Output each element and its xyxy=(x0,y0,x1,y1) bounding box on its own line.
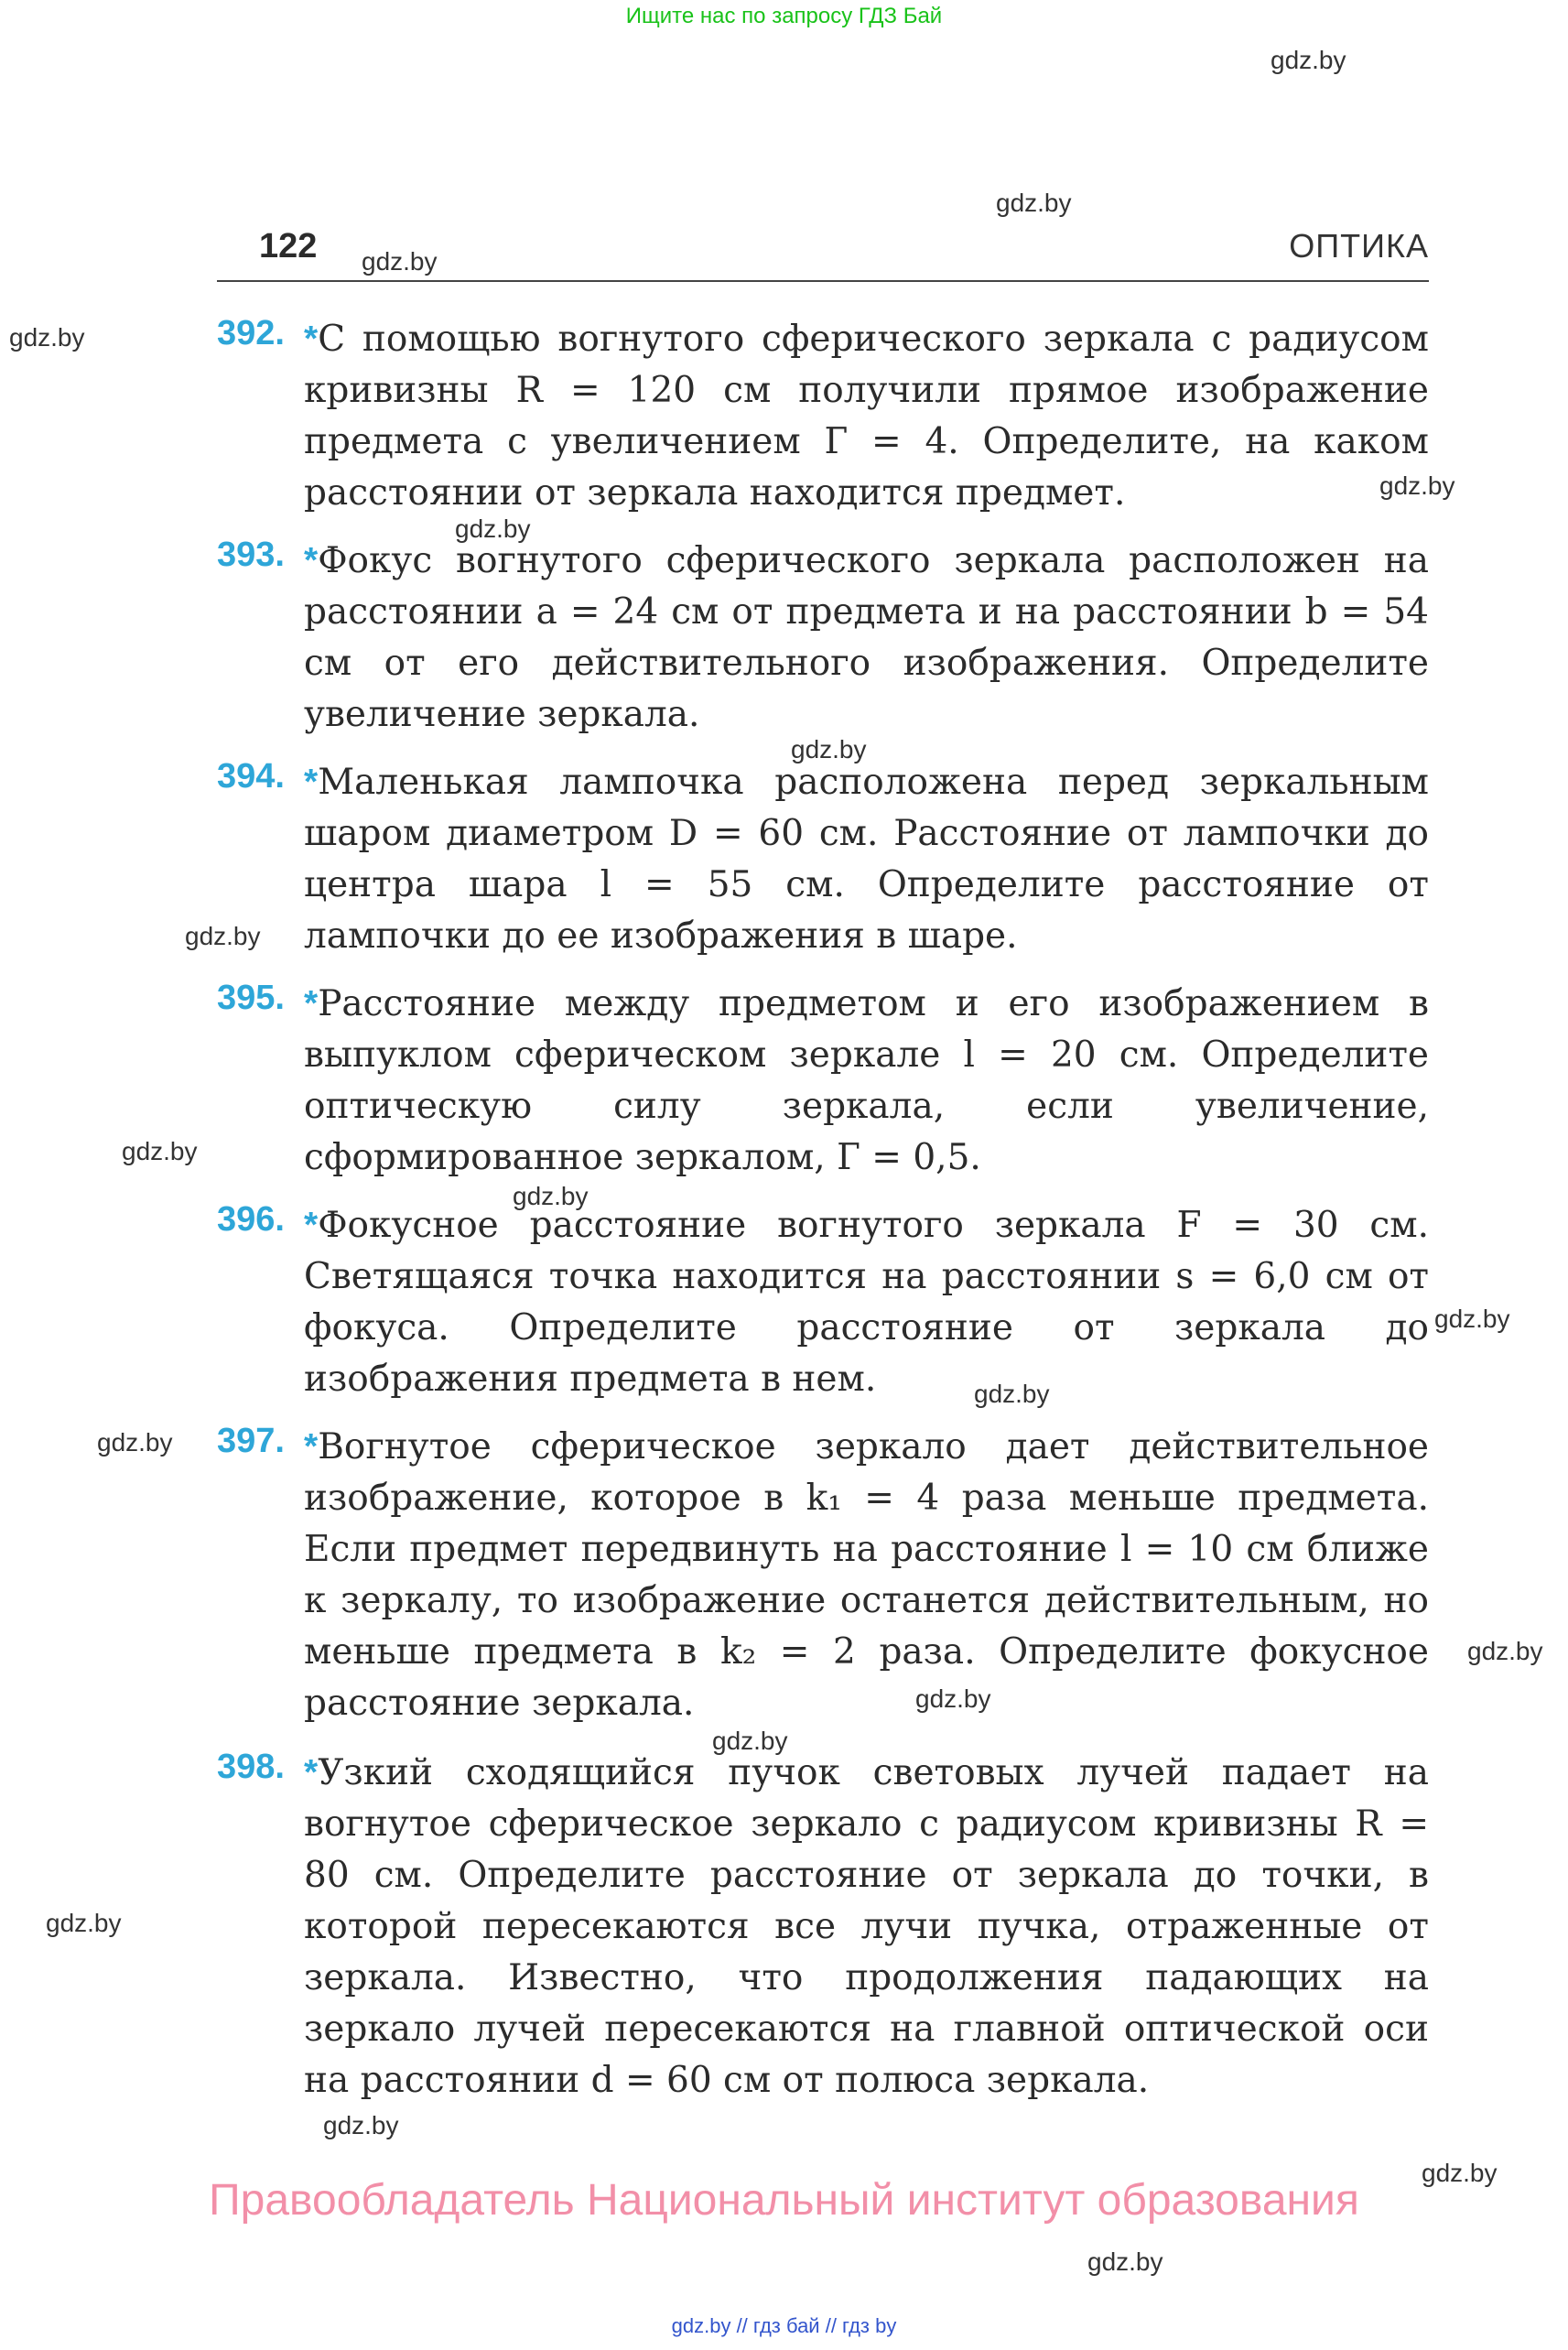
watermark: gdz.by xyxy=(513,1182,589,1210)
footer-links[interactable]: gdz.by // гдз бай // гдз by xyxy=(671,2314,897,2337)
star-mark: * xyxy=(304,1753,319,1792)
page-number: 122 xyxy=(259,227,318,265)
problem-body: Расстояние между предметом и его изображением в выпуклом сферическом зеркале l = 20 см. Определите оптическую силу зеркала, если увеличение, сформированное зеркалом, Г = 0,5. xyxy=(304,983,1429,1178)
problem-number: 398. xyxy=(217,1748,285,1786)
watermark: gdz.by xyxy=(1467,1637,1543,1665)
star-mark: * xyxy=(304,984,319,1023)
watermark: gdz.by xyxy=(791,735,867,763)
problem-text xyxy=(304,314,1429,519)
watermark: gdz.by xyxy=(323,2111,399,2139)
watermark: gdz.by xyxy=(1379,471,1455,500)
watermark: gdz.by xyxy=(9,323,85,352)
watermark: gdz.by xyxy=(46,1909,122,1937)
star-mark: * xyxy=(304,1206,319,1245)
copyright-owner: Правообладатель Национальный институт образования xyxy=(209,2176,1359,2225)
watermark: gdz.by xyxy=(1087,2247,1163,2276)
watermark: gdz.by xyxy=(362,247,438,276)
problem-number: 392. xyxy=(217,314,285,352)
problem-number: 397. xyxy=(217,1422,285,1460)
star-mark: * xyxy=(304,541,319,580)
watermark: gdz.by xyxy=(974,1380,1050,1408)
problem-number: 393. xyxy=(217,536,285,574)
problem-body: Вогнутое сферическое зеркало дает действительное изображение, которое в k₁ = 4 раза меньше предмета. Если предмет передвинуть на расстояние l = 10 см ближе к зеркалу, то изображение останется действительным, но меньше предмета в k₂ = 2 раза. Определите фокусное расстояние зеркала. xyxy=(304,1426,1429,1724)
problem-text xyxy=(304,757,1429,962)
watermark: gdz.by xyxy=(1271,46,1346,74)
problem-body: Фокус вогнутого сферического зеркала расположен на расстоянии a = 24 см от предмета и на расстоянии b = 54 см от его действительного изображения. Определите увеличение зеркала. xyxy=(304,540,1429,735)
watermark: gdz.by xyxy=(915,1684,991,1713)
star-mark: * xyxy=(304,1427,319,1467)
section-title: ОПТИКА xyxy=(1289,227,1429,265)
header-rule xyxy=(217,280,1429,282)
problem-body: Узкий сходящийся пучок световых лучей падает на вогнутое сферическое зеркало с радиусом кривизны R = 80 см. Определите расстояние от зеркала до точки, в которой пересекаются все лучи пучка, отраженные от зеркала. Известно, что продолжения падающих на зеркало лучей пересекаются на главной оптической оси на расстоянии d = 60 см от полюса зеркала. xyxy=(304,1752,1429,2101)
problem-body: Фокусное расстояние вогнутого зеркала F = 30 см. Светящаяся точка находится на расстоянии s = 6,0 см от фокуса. Определите расстояние от зеркала до изображения предмета в нем. xyxy=(304,1205,1429,1400)
watermark: gdz.by xyxy=(122,1137,198,1165)
problem-body: С помощью вогнутого сферического зеркала с радиусом кривизны R = 120 см получили прямое изображение предмета с увеличением Г = 4. Определите, на каком расстоянии от зеркала находится предмет. xyxy=(304,319,1429,514)
problem-body: Маленькая лампочка расположена перед зеркальным шаром диаметром D = 60 см. Расстояние от лампочки до центра шара l = 55 см. Определите расстояние от лампочки до ее изображения в шаре. xyxy=(304,762,1429,957)
top-banner: Ищите нас по запросу ГДЗ Бай xyxy=(625,4,943,28)
watermark: gdz.by xyxy=(996,189,1072,217)
watermark: gdz.by xyxy=(1422,2159,1498,2187)
problem-text xyxy=(304,1422,1429,1729)
problem-text xyxy=(304,979,1429,1184)
problem-text xyxy=(304,536,1429,741)
watermark: gdz.by xyxy=(185,922,261,950)
watermark: gdz.by xyxy=(1434,1305,1510,1333)
watermark: gdz.by xyxy=(712,1727,788,1755)
problem-text xyxy=(304,1748,1429,2106)
problem-number: 394. xyxy=(217,757,285,796)
star-mark: * xyxy=(304,319,319,359)
problem-number: 396. xyxy=(217,1200,285,1239)
problem-number: 395. xyxy=(217,979,285,1017)
star-mark: * xyxy=(304,763,319,802)
watermark: gdz.by xyxy=(455,514,531,543)
problem-text xyxy=(304,1200,1429,1405)
watermark: gdz.by xyxy=(97,1428,173,1457)
